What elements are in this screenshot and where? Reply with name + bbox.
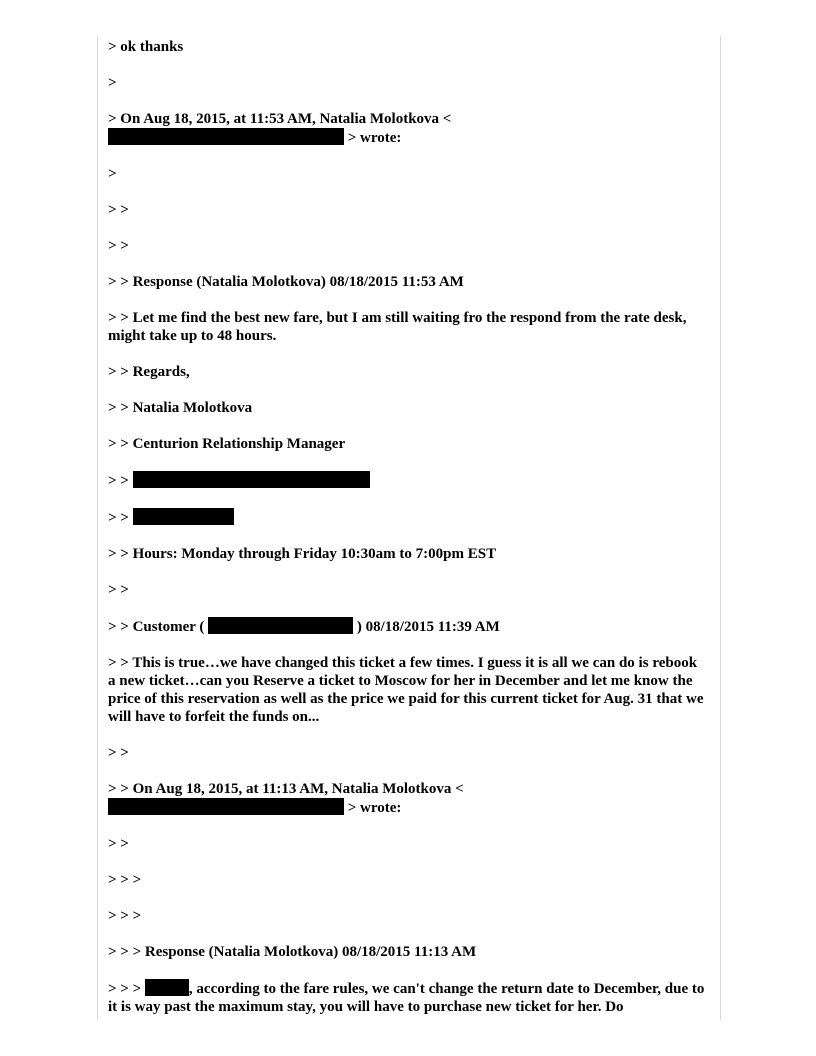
quoted-line: > ok thanks: [108, 39, 184, 55]
signature-contact: [108, 471, 708, 490]
quoted-line: > >: [108, 836, 129, 852]
quoted-line: > >: [108, 745, 129, 761]
reply-header-wrote: > wrote:: [344, 130, 402, 146]
quoted-line: > > >: [108, 872, 142, 888]
reply-header: [108, 780, 708, 817]
message-body: > > This is true…we have changed this ticket a few times. I guess it is all we can do is rebook a new ticket…can you Reserve a ticket to Moscow for her in December and let me know the price of this reservation as well as the price we paid for this current ticket for Aug. 31 that we will have to forfeit the funds on...: [108, 655, 704, 725]
redacted-email: [108, 128, 344, 145]
quoted-line: > >: [108, 238, 129, 254]
signature-title: > > Centurion Relationship Manager: [108, 436, 346, 452]
response-header: > > > Response (Natalia Molotkova) 08/18/2015 11:13 AM: [108, 944, 477, 960]
quoted-line: > >: [108, 202, 129, 218]
quoted-line: >: [108, 75, 117, 91]
signature-name: > > Natalia Molotkova: [108, 400, 253, 416]
reply-header-text: > > On Aug 18, 2015, at 11:13 AM, Natalia Molotkova <: [108, 781, 464, 797]
quoted-line: > >: [108, 582, 129, 598]
signature-greeting: > > Regards,: [108, 364, 190, 380]
redacted-phone: [133, 508, 234, 525]
quote-marker: > > >: [108, 981, 145, 997]
message-body: [108, 979, 708, 1016]
email-thread: [108, 38, 708, 1034]
message-text: , according to the fare rules, we can't change the return date to December, due to it is way past the maximum stay, you will have to purchase new ticket for her. Do: [108, 981, 705, 1015]
quoted-line: >: [108, 166, 117, 182]
customer-header: [108, 617, 708, 636]
redacted-name: [145, 979, 189, 996]
quoted-line: > > >: [108, 908, 142, 924]
quote-marker: > >: [108, 510, 133, 526]
quote-marker: > >: [108, 473, 133, 489]
signature-phone: [108, 508, 708, 527]
reply-header-text: > On Aug 18, 2015, at 11:53 AM, Natalia Molotkova <: [108, 111, 452, 127]
reply-header: [108, 110, 708, 147]
redacted-contact: [133, 471, 370, 488]
message-body: > > Let me find the best new fare, but I am still waiting fro the respond from the rate desk, might take up to 48 hours.: [108, 310, 687, 344]
reply-header-wrote: > wrote:: [344, 800, 402, 816]
redacted-customer: [208, 617, 353, 634]
customer-timestamp: ) 08/18/2015 11:39 AM: [353, 619, 500, 635]
response-header: > > Response (Natalia Molotkova) 08/18/2015 11:53 AM: [108, 274, 464, 290]
signature-hours: > > Hours: Monday through Friday 10:30am to 7:00pm EST: [108, 546, 497, 562]
customer-label: > > Customer (: [108, 619, 209, 635]
redacted-email: [108, 798, 344, 815]
